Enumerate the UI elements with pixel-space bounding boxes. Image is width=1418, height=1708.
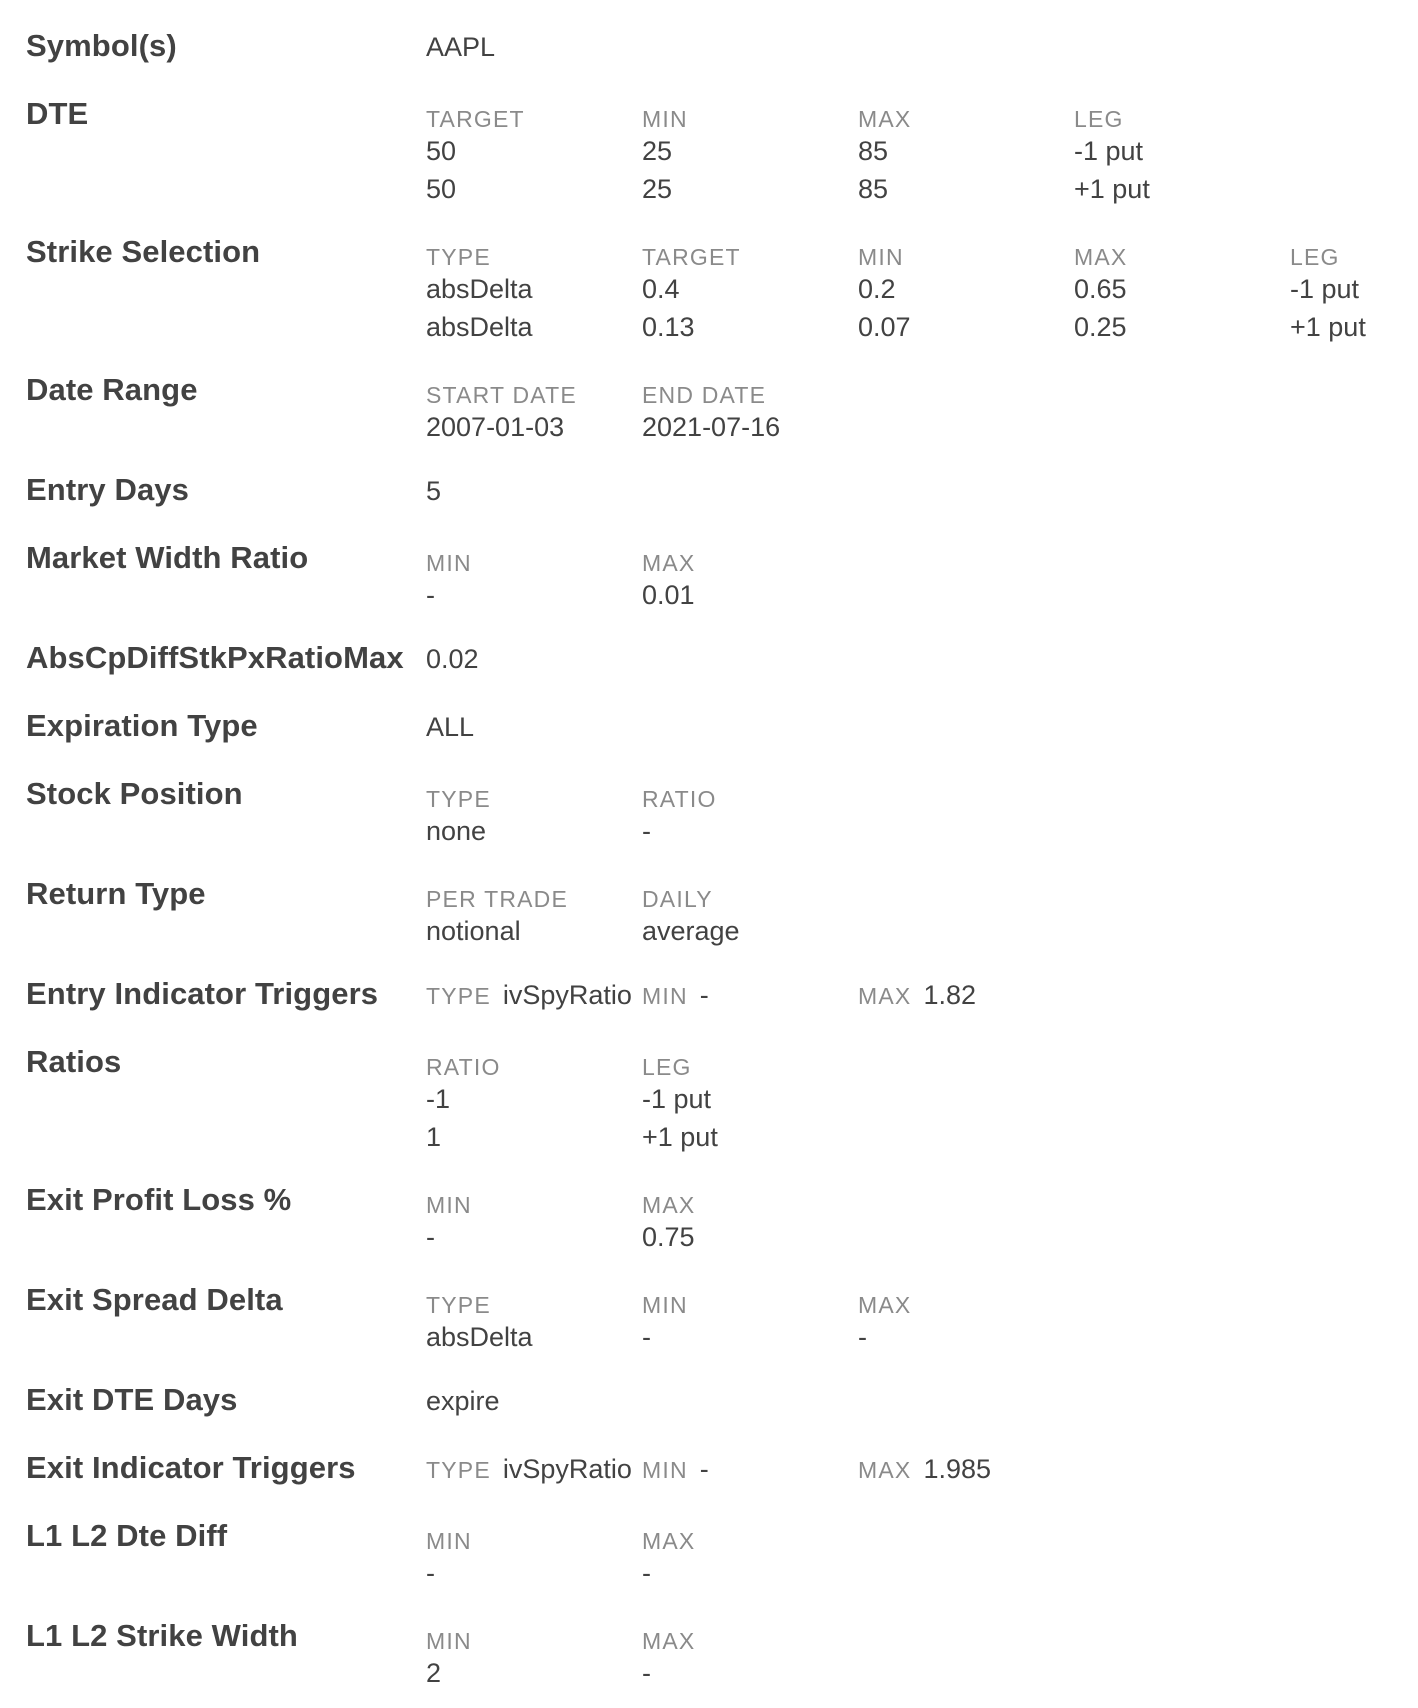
stock-ratio-column [642, 786, 717, 850]
symbols-label: Symbol(s) [26, 28, 177, 63]
strike-selection-label: Strike Selection [26, 234, 261, 269]
start-date-column [426, 382, 577, 446]
ratio-leg-column [642, 1054, 718, 1156]
return-type-label: Return Type [26, 876, 206, 911]
dte-diff-max-header: MAX [642, 1528, 696, 1554]
exit-profit-loss-label: Exit Profit Loss % [26, 1182, 292, 1217]
exit-trigger-max [858, 1450, 991, 1493]
exit-trigger-max-header: MAX [858, 1457, 912, 1483]
strike-target-value: 0.13 [642, 312, 695, 342]
entry-trigger-max-header: MAX [858, 983, 912, 1009]
strike-target-value: 0.4 [642, 274, 680, 304]
dte-label: DTE [26, 96, 89, 131]
ratio-value: 1 [426, 1122, 442, 1152]
l1-l2-dte-diff-label: L1 L2 Dte Diff [26, 1518, 228, 1553]
ratio-leg-value: +1 put [642, 1122, 718, 1152]
dte-max-header: MAX [858, 106, 912, 132]
daily-header: DAILY [642, 886, 713, 912]
mwr-max-column [642, 550, 695, 614]
strike-min-header: MIN [858, 244, 904, 270]
per-trade-header: PER TRADE [426, 886, 569, 912]
dte-leg-value: -1 put [1074, 136, 1144, 166]
dte-min-column [642, 106, 688, 208]
market-width-ratio-label: Market Width Ratio [26, 540, 309, 575]
end-date-value: 2021-07-16 [642, 412, 781, 442]
strike-min-value: 0.2 [858, 274, 896, 304]
strike-min-column [858, 244, 911, 346]
exit-dte-days-value: expire [426, 1386, 500, 1416]
exit-trigger-min-value: - [699, 1454, 709, 1484]
entry-trigger-min [642, 976, 709, 1019]
per-trade-column [426, 886, 568, 950]
end-date-header: END DATE [642, 382, 767, 408]
dte-target-header: TARGET [426, 106, 525, 132]
esd-max-header: MAX [858, 1292, 912, 1318]
ratio-leg-header: LEG [642, 1054, 692, 1080]
strike-max-header: MAX [1074, 244, 1128, 270]
strike-type-value: absDelta [426, 274, 533, 304]
start-date-value: 2007-01-03 [426, 412, 565, 442]
strike-width-min-column [426, 1628, 472, 1692]
entry-trigger-type-value: ivSpyRatio [502, 980, 632, 1010]
strike-leg-value: +1 put [1290, 312, 1366, 342]
dte-min-header: MIN [642, 106, 688, 132]
strike-max-value: 0.65 [1074, 274, 1127, 304]
exit-indicator-triggers-label: Exit Indicator Triggers [26, 1450, 356, 1485]
strike-leg-value: -1 put [1290, 274, 1360, 304]
per-trade-value: notional [426, 916, 521, 946]
date-range-label: Date Range [26, 372, 198, 407]
dte-leg-column [1074, 106, 1150, 208]
mwr-min-value: - [426, 580, 435, 610]
strike-width-min-header: MIN [426, 1628, 472, 1654]
stock-type-header: TYPE [426, 786, 491, 812]
stock-type-column [426, 786, 491, 850]
mwr-min-column [426, 550, 472, 614]
ratio-header: RATIO [426, 1054, 501, 1080]
esd-type-column [426, 1292, 533, 1356]
entry-trigger-min-header: MIN [642, 983, 688, 1009]
daily-value: average [642, 916, 740, 946]
strike-type-header: TYPE [426, 244, 491, 270]
esd-type-value: absDelta [426, 1322, 533, 1352]
mwr-max-value: 0.01 [642, 580, 695, 610]
dte-target-column [426, 106, 525, 208]
exit-dte-days-label: Exit DTE Days [26, 1382, 238, 1417]
epl-min-value: - [426, 1222, 435, 1252]
dte-diff-max-value: - [642, 1558, 651, 1588]
stock-ratio-value: - [642, 816, 651, 846]
epl-min-header: MIN [426, 1192, 472, 1218]
strike-leg-header: LEG [1290, 244, 1340, 270]
exit-trigger-type [426, 1450, 632, 1493]
exit-trigger-type-header: TYPE [426, 1457, 491, 1483]
strike-type-column [426, 244, 533, 346]
l1-l2-strike-width-label: L1 L2 Strike Width [26, 1618, 298, 1653]
entry-trigger-min-value: - [699, 980, 709, 1010]
strike-width-max-header: MAX [642, 1628, 696, 1654]
strike-width-max-column [642, 1628, 695, 1692]
strike-max-value: 0.25 [1074, 312, 1127, 342]
stock-ratio-header: RATIO [642, 786, 717, 812]
strike-max-column [1074, 244, 1127, 346]
ratios-label: Ratios [26, 1044, 122, 1079]
entry-indicator-triggers-label: Entry Indicator Triggers [26, 976, 379, 1011]
dte-max-value: 85 [858, 174, 889, 204]
end-date-column [642, 382, 780, 446]
strike-leg-column [1290, 244, 1366, 346]
abs-cp-diff-value: 0.02 [426, 644, 479, 674]
symbols-value: AAPL [426, 32, 496, 62]
strike-target-header: TARGET [642, 244, 741, 270]
entry-days-value: 5 [426, 476, 442, 506]
mwr-min-header: MIN [426, 550, 472, 576]
exit-trigger-max-value: 1.985 [923, 1454, 992, 1484]
entry-trigger-max-value: 1.82 [923, 980, 977, 1010]
entry-trigger-type-header: TYPE [426, 983, 491, 1009]
exit-trigger-min [642, 1450, 709, 1493]
dte-min-value: 25 [642, 136, 673, 166]
mwr-max-header: MAX [642, 550, 696, 576]
strike-target-column [642, 244, 741, 346]
dte-leg-value: +1 put [1074, 174, 1150, 204]
esd-min-value: - [642, 1322, 651, 1352]
expiration-type-value: ALL [426, 712, 475, 742]
dte-leg-header: LEG [1074, 106, 1124, 132]
ratio-leg-value: -1 put [642, 1084, 712, 1114]
strike-width-max-value: - [642, 1658, 651, 1688]
epl-max-header: MAX [642, 1192, 696, 1218]
entry-trigger-max [858, 976, 976, 1019]
dte-target-value: 50 [426, 136, 457, 166]
esd-min-header: MIN [642, 1292, 688, 1318]
exit-trigger-min-header: MIN [642, 1457, 688, 1483]
dte-diff-max-column [642, 1528, 695, 1592]
epl-min-column [426, 1192, 472, 1256]
epl-max-column [642, 1192, 695, 1256]
dte-diff-min-column [426, 1528, 472, 1592]
dte-diff-min-header: MIN [426, 1528, 472, 1554]
dte-target-value: 50 [426, 174, 457, 204]
stock-type-value: none [426, 816, 487, 846]
daily-column [642, 886, 740, 950]
ratio-column [426, 1054, 501, 1156]
strike-width-min-value: 2 [426, 1658, 442, 1688]
dte-max-column [858, 106, 911, 208]
esd-max-value: - [858, 1322, 867, 1352]
strike-type-value: absDelta [426, 312, 533, 342]
dte-min-value: 25 [642, 174, 673, 204]
expiration-type-label: Expiration Type [26, 708, 258, 743]
abs-cp-diff-label: AbsCpDiffStkPxRatioMax [26, 640, 404, 675]
entry-trigger-type [426, 976, 632, 1019]
esd-min-column [642, 1292, 688, 1356]
dte-diff-min-value: - [426, 1558, 435, 1588]
ratio-value: -1 [426, 1084, 451, 1114]
strike-min-value: 0.07 [858, 312, 911, 342]
exit-trigger-type-value: ivSpyRatio [502, 1454, 632, 1484]
stock-position-label: Stock Position [26, 776, 243, 811]
epl-max-value: 0.75 [642, 1222, 695, 1252]
dte-max-value: 85 [858, 136, 889, 166]
entry-days-label: Entry Days [26, 472, 189, 507]
esd-type-header: TYPE [426, 1292, 491, 1318]
start-date-header: START DATE [426, 382, 577, 408]
exit-spread-delta-label: Exit Spread Delta [26, 1282, 283, 1317]
esd-max-column [858, 1292, 911, 1356]
